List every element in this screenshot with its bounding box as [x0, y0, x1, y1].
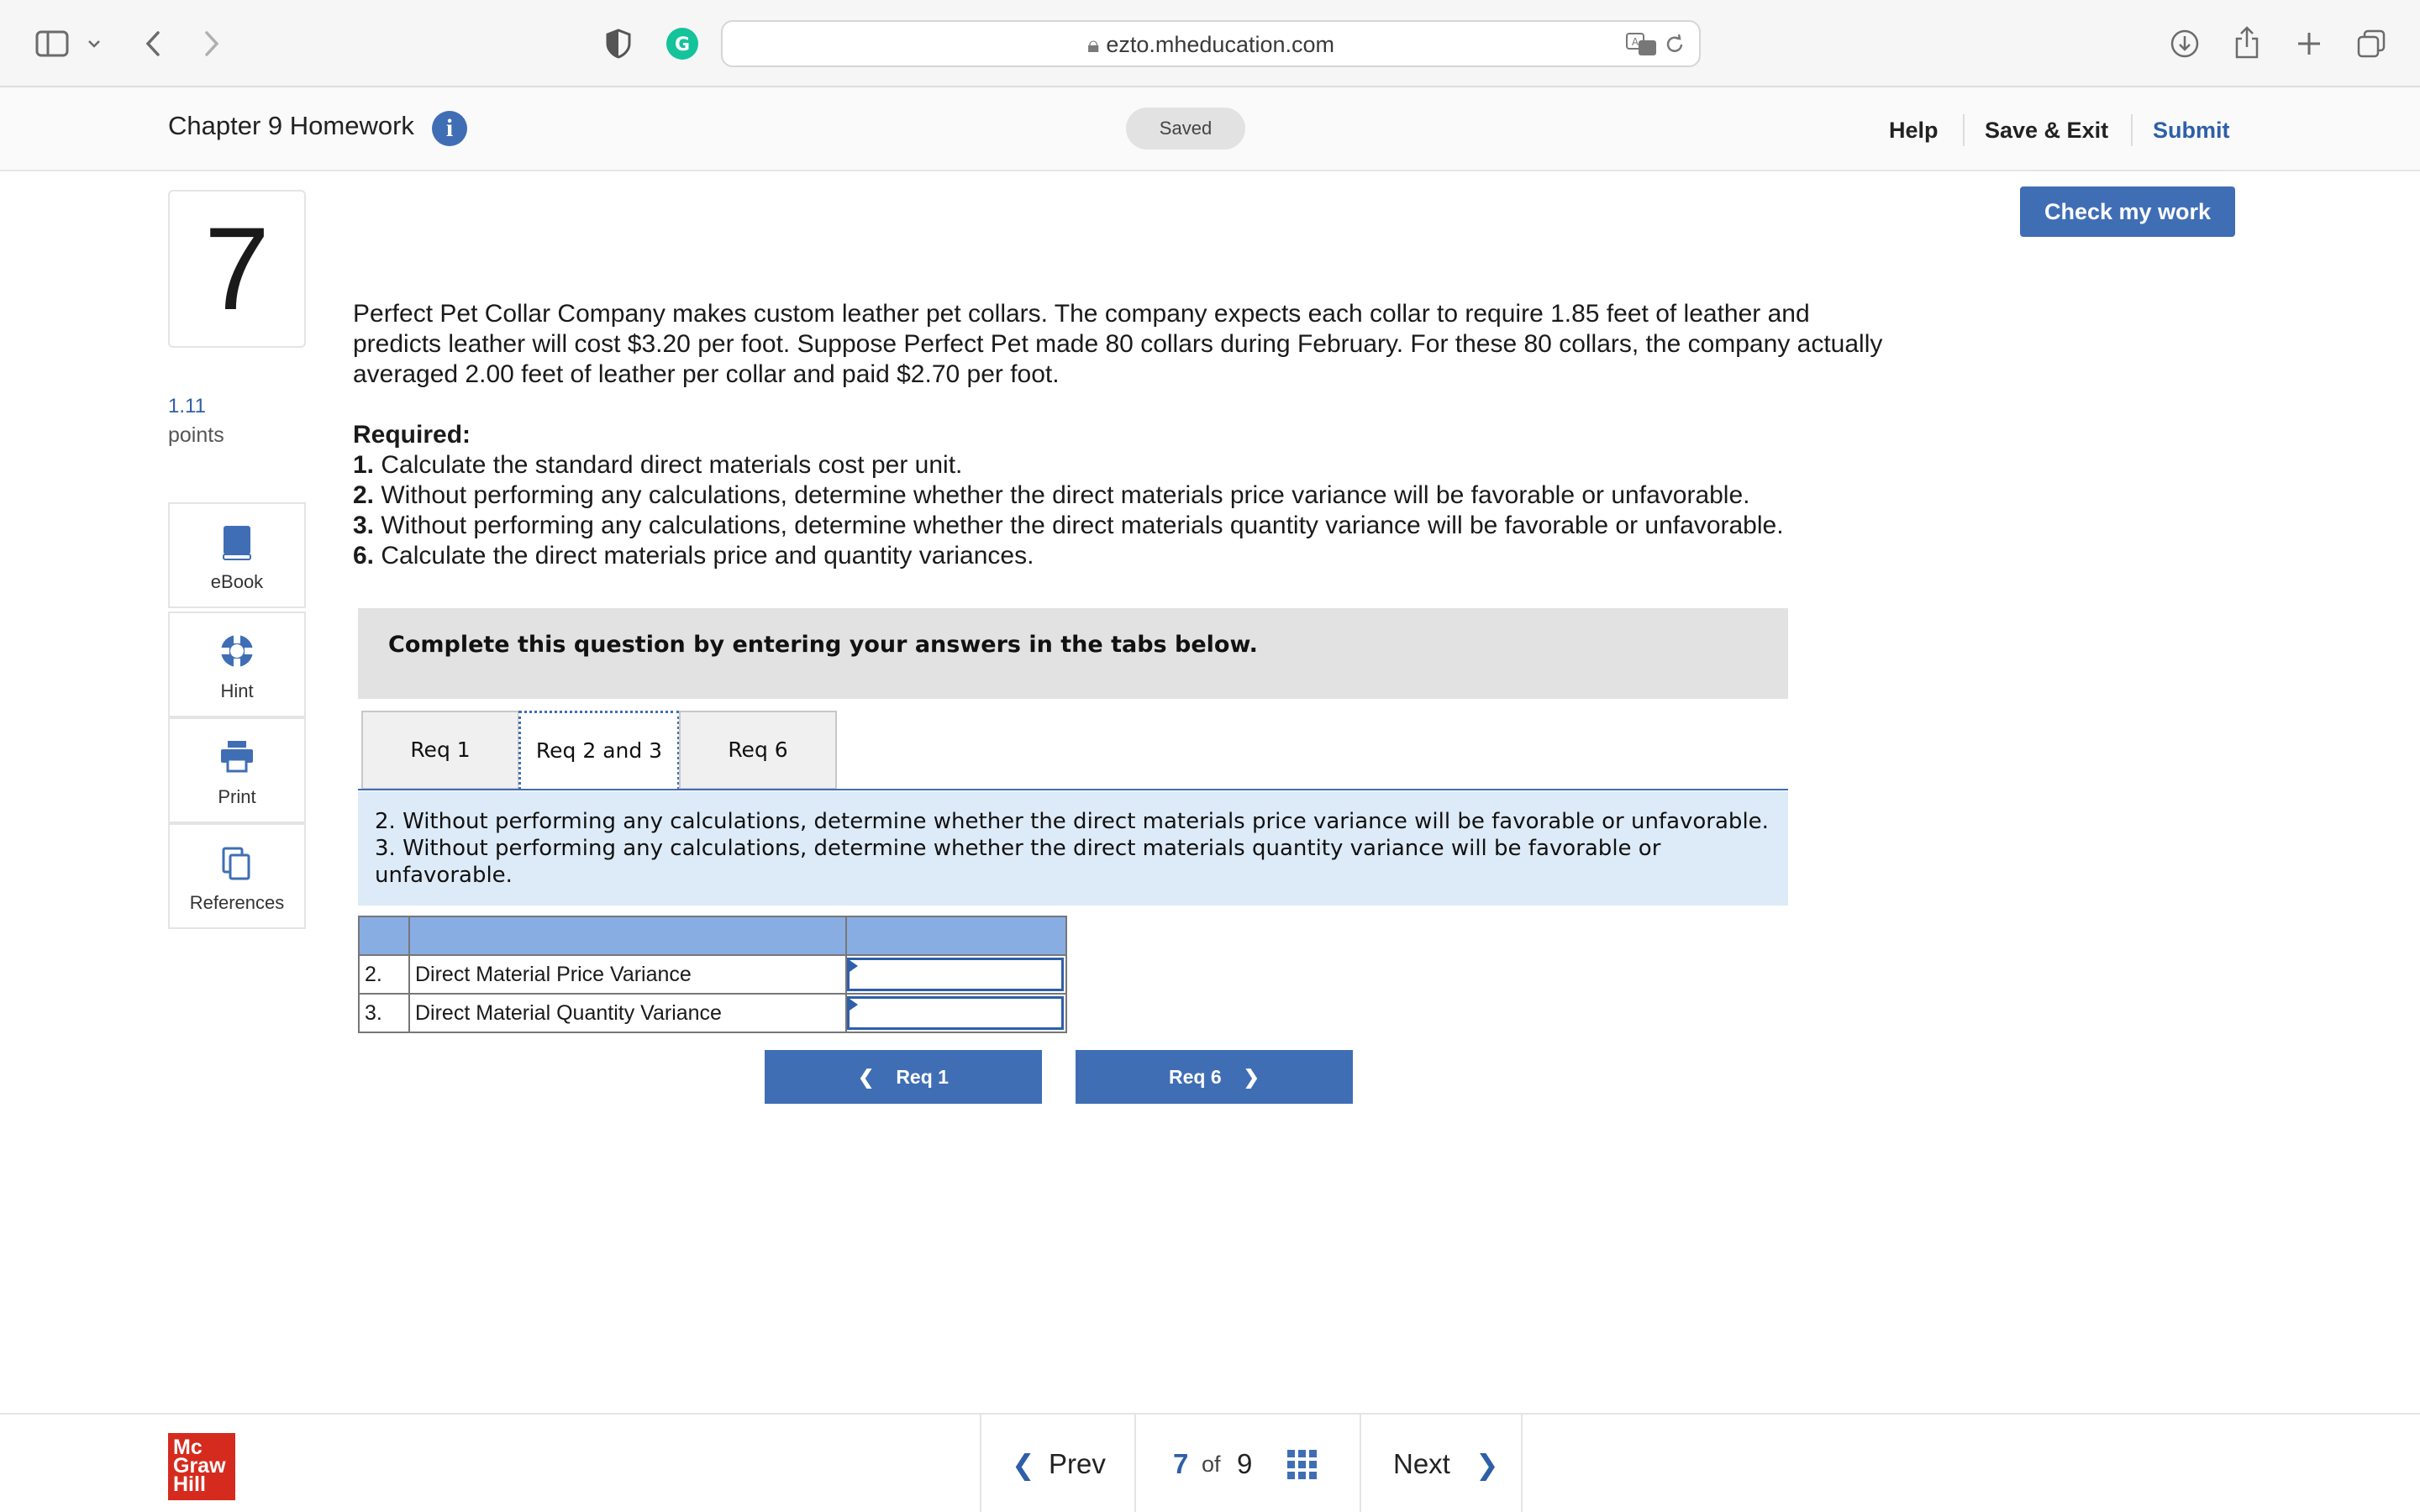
- table-header-row: [359, 916, 1066, 955]
- panel-line-3: 3. Without performing any calculations, determine whether the direct materials quantity variance will be favorable or unfavorable.: [375, 836, 1661, 888]
- grammarly-icon[interactable]: [666, 27, 699, 60]
- forward-icon[interactable]: [195, 25, 229, 62]
- back-icon[interactable]: [136, 25, 170, 62]
- total-questions: 9: [1237, 1448, 1253, 1479]
- hint-button[interactable]: [168, 612, 306, 717]
- info-icon[interactable]: i: [432, 111, 467, 146]
- print-label: Print: [218, 786, 256, 807]
- documents-icon: [170, 845, 304, 882]
- saved-status-badge: Saved: [1126, 108, 1245, 150]
- assignment-title: Chapter 9 Homework: [168, 111, 414, 140]
- next-label: Next: [1393, 1448, 1450, 1479]
- address-bar[interactable]: [721, 20, 1701, 67]
- row-label: Direct Material Quantity Variance: [409, 994, 846, 1032]
- tab-overview-icon[interactable]: [2353, 25, 2390, 62]
- grid-icon[interactable]: [1287, 1450, 1318, 1484]
- prev-req-label: Req 1: [896, 1065, 949, 1088]
- hint-label: Hint: [220, 680, 254, 701]
- references-button[interactable]: [168, 823, 306, 929]
- sidebar-toggle-icon[interactable]: [34, 27, 71, 60]
- row-number: 2.: [359, 955, 409, 994]
- header-divider: [1963, 114, 1965, 146]
- submit-link[interactable]: Submit: [2153, 118, 2230, 143]
- translate-icon[interactable]: [1625, 30, 1659, 59]
- next-req-label: Req 6: [1169, 1065, 1222, 1088]
- print-button[interactable]: [168, 717, 306, 823]
- references-label: References: [189, 892, 285, 913]
- tab-underline: [358, 789, 1788, 790]
- ebook-button[interactable]: [168, 502, 306, 608]
- ebook-label: eBook: [210, 571, 264, 592]
- row-label: Direct Material Price Variance: [409, 955, 846, 994]
- lock-icon: 🔒︎: [1086, 32, 1100, 57]
- browser-toolbar: [0, 0, 2420, 87]
- url-text: ezto.mheducation.com: [1106, 32, 1335, 57]
- chevron-right-icon: ❯: [1476, 1449, 1499, 1480]
- lifebuoy-icon: [170, 633, 304, 669]
- table-row: [359, 955, 1066, 994]
- svg-text:A: A: [1631, 36, 1639, 48]
- requirements-list: [353, 420, 1891, 571]
- requirement-item: 1. Calculate the standard direct materials cost per unit.: [353, 451, 963, 479]
- instructions-text: Complete this question by entering your answers in the tabs below.: [388, 632, 1258, 658]
- footer-bar: [0, 1413, 2420, 1512]
- chevron-right-icon: ❯: [1243, 1065, 1260, 1088]
- points-label: points: [168, 423, 224, 447]
- quantity-variance-select[interactable]: [847, 996, 1064, 1030]
- answer-table: [358, 916, 1067, 1033]
- panel-line-2: 2. Without performing any calculations, determine whether the direct materials price variance will be favorable or unfavorable.: [375, 809, 1769, 834]
- prev-label: Prev: [1049, 1448, 1106, 1479]
- price-variance-select[interactable]: [847, 958, 1064, 991]
- question-number: 7: [204, 202, 270, 334]
- requirement-item: 3. Without performing any calculations, determine whether the direct materials quantity variance will be favorable or unfavorable.: [353, 512, 1784, 539]
- next-question-button[interactable]: [1360, 1415, 1523, 1512]
- requirement-item: 6. Calculate the direct materials price and quantity variances.: [353, 542, 1034, 570]
- question-number-box: [168, 190, 306, 348]
- assignment-header: [0, 87, 2420, 171]
- tab-req-2-and-3[interactable]: Req 2 and 3: [518, 711, 680, 790]
- tab-panel-instructions: [358, 791, 1788, 906]
- points-value: 1.11: [168, 395, 206, 417]
- privacy-shield-icon[interactable]: [602, 27, 635, 60]
- instructions-banner: [358, 608, 1788, 699]
- save-exit-link[interactable]: Save & Exit: [1985, 118, 2109, 143]
- printer-icon: [170, 739, 304, 773]
- table-row: [359, 994, 1066, 1032]
- tab-req-6[interactable]: Req 6: [679, 711, 837, 790]
- reload-icon[interactable]: [1662, 32, 1687, 57]
- svg-text:G: G: [674, 34, 691, 55]
- of-label: of: [1202, 1452, 1221, 1477]
- tab-req-1[interactable]: Req 1: [361, 711, 519, 790]
- question-prompt: Perfect Pet Collar Company makes custom leather pet collars. The company expects each collar to require 1.85 feet of leather and predicts leather will cost $3.20 per foot. Suppose Perfect Pet made 80 collars during February. For these 80 collars, the company actually averaged 2.00 feet of leather per collar and paid $2.70 per foot.: [353, 300, 1883, 388]
- next-req-button[interactable]: [1076, 1050, 1353, 1104]
- prev-req-button[interactable]: [765, 1050, 1042, 1104]
- share-icon[interactable]: [2228, 22, 2265, 62]
- mcgraw-hill-logo: Mc Graw Hill: [168, 1433, 235, 1500]
- current-question: 7: [1173, 1448, 1189, 1479]
- chevron-left-icon: ❮: [858, 1065, 875, 1088]
- row-number: 3.: [359, 994, 409, 1032]
- prev-question-button[interactable]: [980, 1415, 1134, 1512]
- question-pager[interactable]: [1134, 1415, 1360, 1512]
- requirement-item: 2. Without performing any calculations, determine whether the direct materials price variance will be favorable or unfavorable.: [353, 481, 1750, 509]
- required-heading: Required:: [353, 421, 471, 449]
- chevron-left-icon: ❮: [1012, 1449, 1035, 1480]
- help-link[interactable]: Help: [1889, 118, 1939, 143]
- header-divider: [2131, 114, 2133, 146]
- check-my-work-button[interactable]: Check my work: [2020, 186, 2235, 237]
- download-icon[interactable]: [2166, 25, 2203, 62]
- new-tab-icon[interactable]: [2291, 25, 2328, 62]
- chevron-down-icon[interactable]: [84, 32, 104, 55]
- book-icon: [170, 524, 304, 561]
